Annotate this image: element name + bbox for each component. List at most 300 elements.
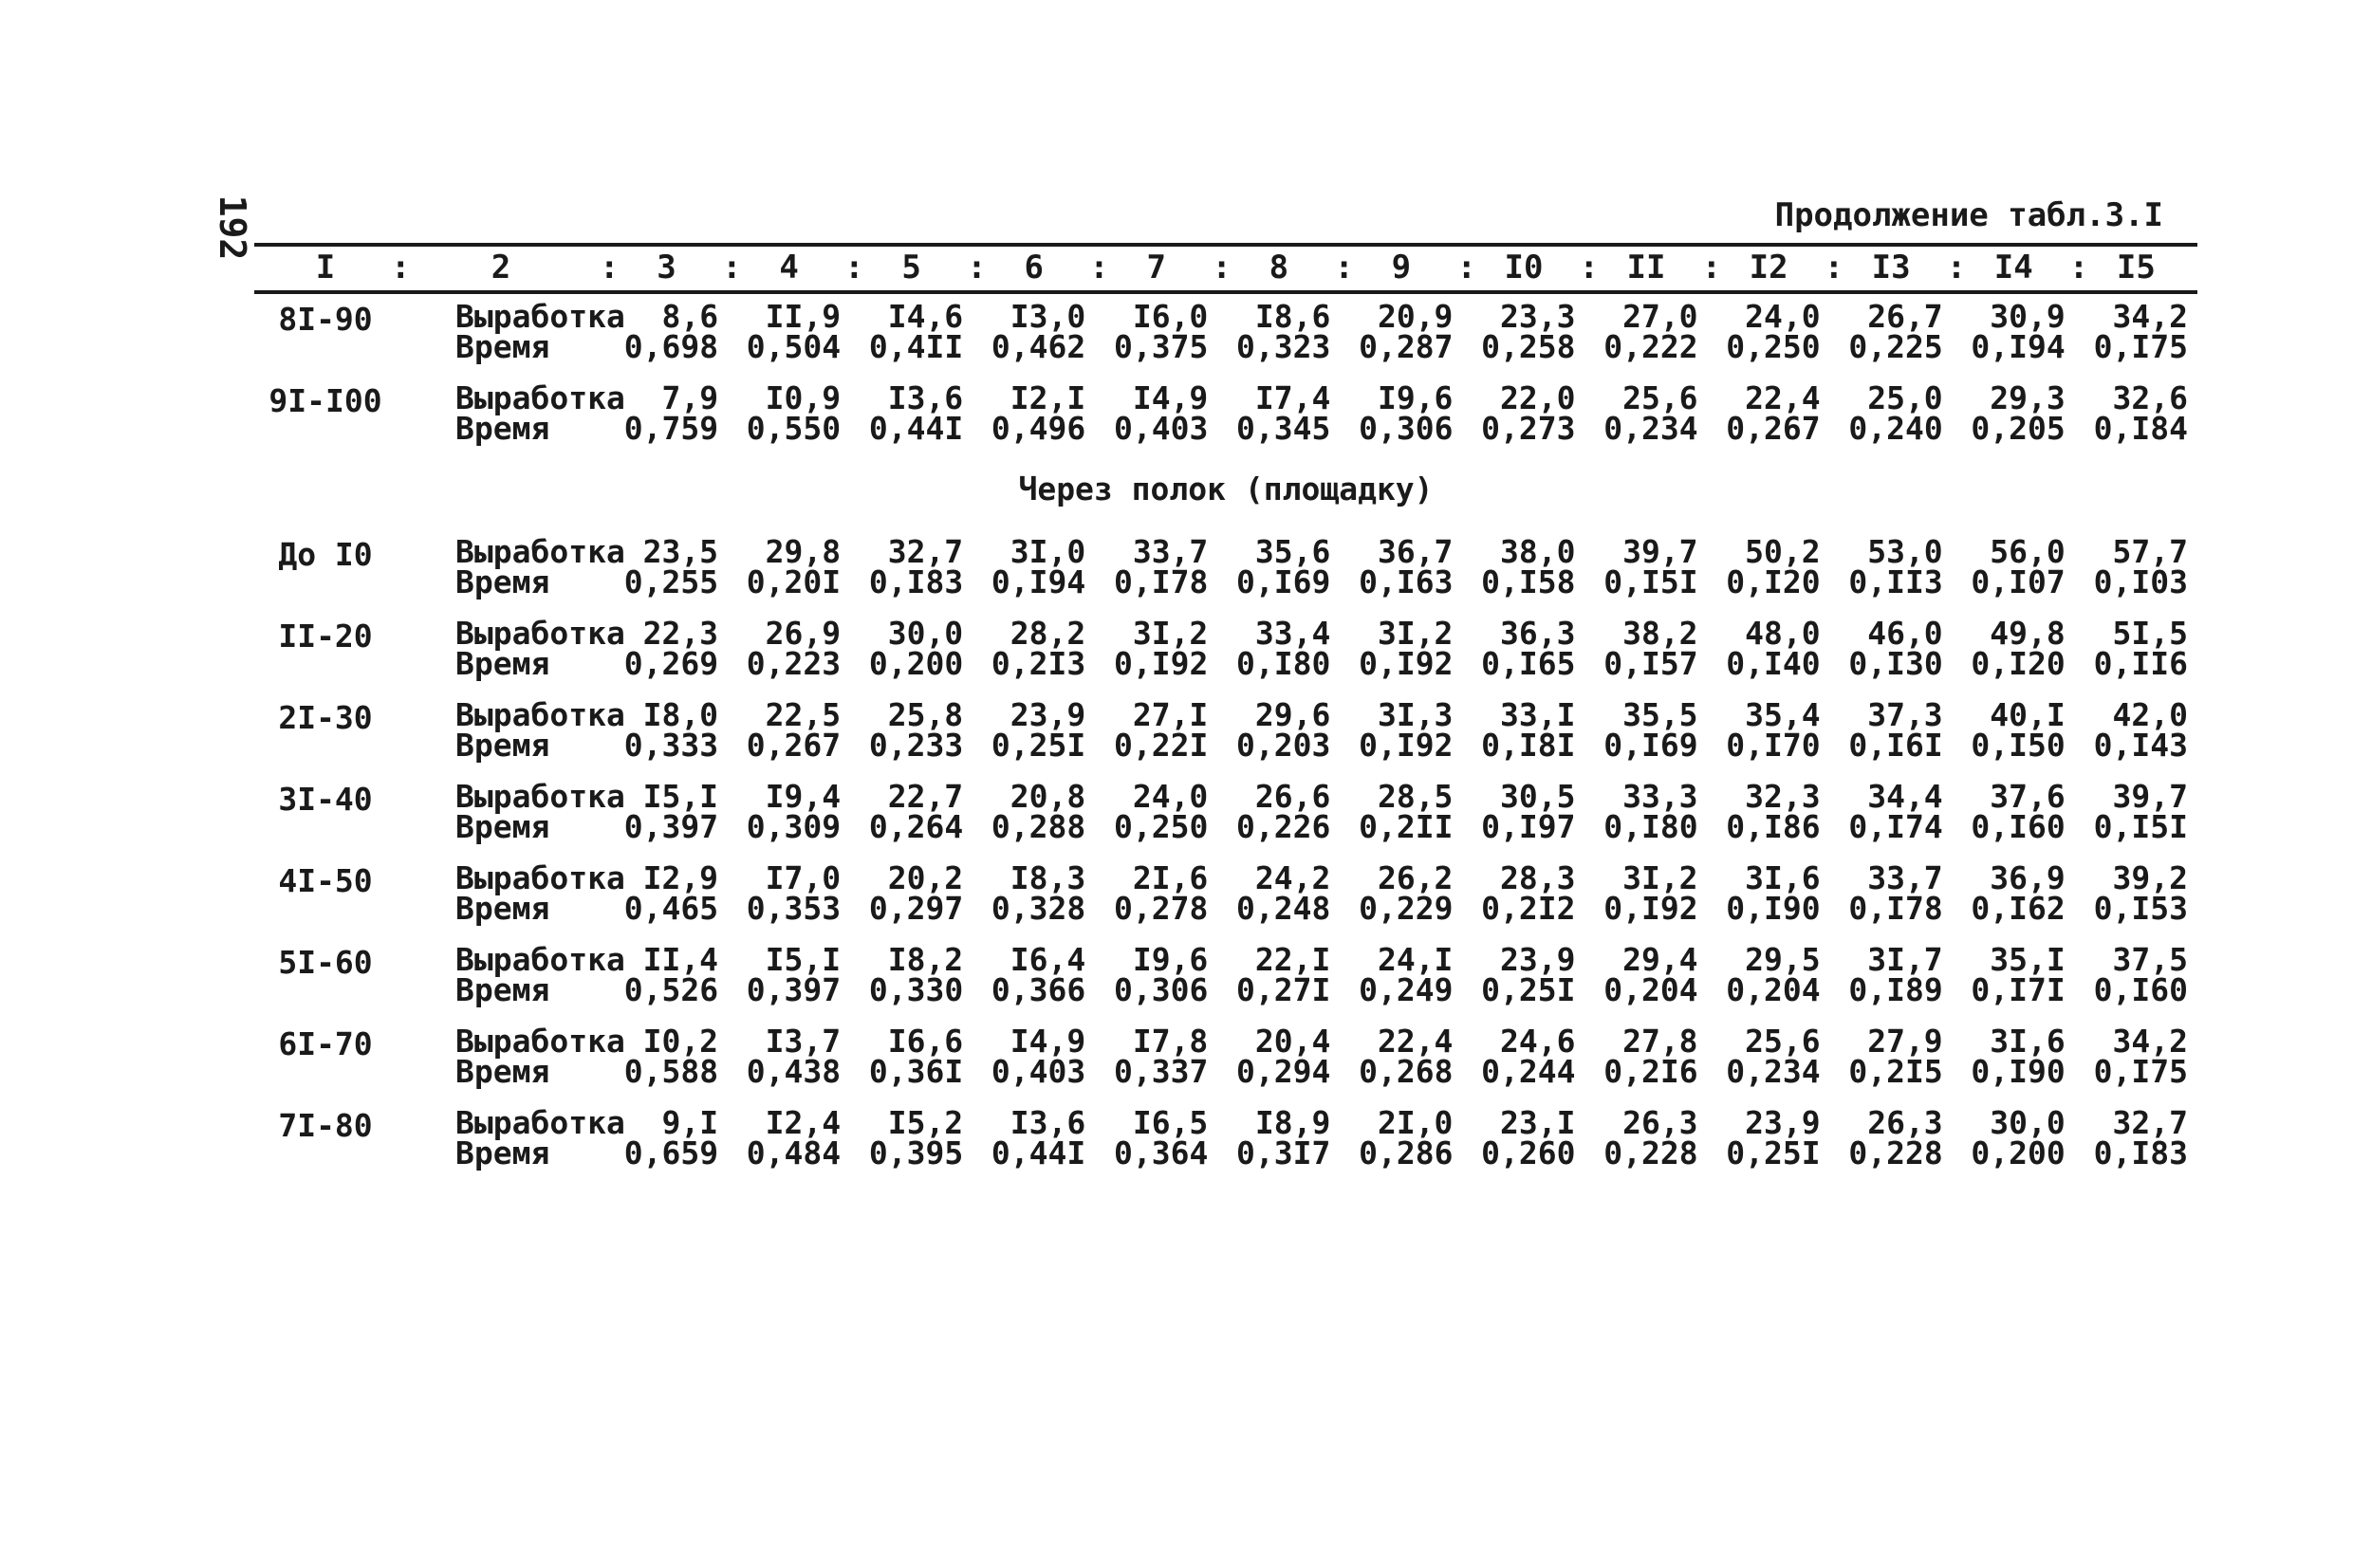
output-value: I0,2 — [642, 1023, 719, 1060]
value-cell — [2075, 943, 2197, 1024]
value-cell — [973, 381, 1095, 463]
value-cell — [973, 617, 1095, 698]
value-cell — [1462, 535, 1584, 617]
value-cell — [1953, 780, 2075, 861]
output-value: 3I,0 — [1010, 533, 1086, 570]
output-value: 25,6 — [1745, 1023, 1821, 1060]
time-value: 0,323 — [1236, 328, 1331, 365]
time-value: 0,258 — [1481, 328, 1576, 365]
value-cell — [1830, 294, 1953, 381]
value-cell — [1340, 861, 1462, 943]
output-value: 30,0 — [1990, 1104, 2066, 1141]
output-value: 28,2 — [1010, 615, 1086, 652]
output-value: 33,4 — [1254, 615, 1331, 652]
time-value: 0,I40 — [1726, 645, 1821, 682]
value-cell — [973, 535, 1095, 617]
range-cell: 4I-50 — [278, 862, 373, 899]
header-cell: : 3 — [600, 249, 676, 286]
output-label: Выработка — [455, 696, 625, 733]
value-cell — [1830, 381, 1953, 463]
output-value: I5,I — [642, 778, 719, 815]
value-cell — [2075, 1106, 2197, 1188]
measure-label-cell — [397, 1104, 625, 1188]
time-value: 0,337 — [1113, 1053, 1209, 1090]
output-label: Выработка — [455, 615, 625, 652]
time-value: 0,I78 — [1848, 890, 1943, 927]
time-value: 0,234 — [1726, 1053, 1821, 1090]
time-value: 0,I60 — [1971, 808, 2066, 845]
output-value: 36,3 — [1500, 615, 1576, 652]
header-label: 8 — [1269, 249, 1289, 286]
time-value: 0,375 — [1113, 328, 1209, 365]
time-value: 0,204 — [1603, 971, 1698, 1008]
value-cell — [1217, 780, 1340, 861]
header-cell: : 8 — [1212, 249, 1289, 286]
range-cell: До I0 — [278, 536, 373, 573]
output-value: 23,5 — [642, 533, 719, 570]
output-value: 22,7 — [887, 778, 964, 815]
value-cell — [850, 535, 973, 617]
section-row — [254, 463, 2197, 535]
time-value: 0,I65 — [1481, 645, 1576, 682]
value-cell — [1830, 943, 1953, 1024]
output-label: Выработка — [455, 298, 625, 335]
value-cell — [1462, 780, 1584, 861]
time-value: 0,I57 — [1603, 645, 1698, 682]
value-cell — [1953, 617, 2075, 698]
time-value: 0,228 — [1848, 1134, 1943, 1171]
time-value: 0,I97 — [1481, 808, 1576, 845]
value-cell — [728, 943, 850, 1024]
value-cell — [728, 1106, 850, 1188]
output-value: 26,9 — [765, 615, 842, 652]
header-cell: : 2 — [391, 249, 511, 286]
value-cell — [1095, 535, 1217, 617]
time-value: 0,I75 — [2093, 1053, 2188, 1090]
time-value: 0,403 — [991, 1053, 1086, 1090]
output-value: 29,8 — [765, 533, 842, 570]
time-value: 0,403 — [1113, 410, 1209, 447]
output-value: 28,5 — [1377, 778, 1454, 815]
value-cell — [1340, 698, 1462, 780]
time-value: 0,306 — [1359, 410, 1454, 447]
value-cell — [1953, 535, 2075, 617]
time-value: 0,I84 — [2093, 410, 2188, 447]
value-cell — [1340, 617, 1462, 698]
time-value: 0,228 — [1603, 1134, 1698, 1171]
output-value: 8,6 — [661, 298, 719, 335]
value-cell — [1462, 1106, 1584, 1188]
output-value: 9,I — [661, 1104, 719, 1141]
value-cell — [1095, 1106, 1217, 1188]
output-value: I4,9 — [1010, 1023, 1086, 1060]
time-value: 0,I7I — [1971, 971, 2066, 1008]
output-value: II,4 — [642, 941, 719, 978]
value-cell — [850, 780, 973, 861]
value-cell — [1217, 535, 1340, 617]
value-cell — [1095, 861, 1217, 943]
time-label: Время — [455, 410, 550, 447]
output-value: 40,I — [1990, 696, 2066, 733]
value-cell — [1217, 294, 1340, 381]
output-value: 50,2 — [1745, 533, 1821, 570]
time-value: 0,240 — [1848, 410, 1943, 447]
header-cell — [254, 249, 397, 286]
time-value: 0,550 — [746, 410, 842, 447]
output-value: 27,I — [1132, 696, 1209, 733]
output-label: Выработка — [455, 1104, 625, 1141]
value-cell — [850, 617, 973, 698]
time-value: 0,I92 — [1113, 645, 1209, 682]
value-cell — [1953, 861, 2075, 943]
time-value: 0,I83 — [868, 563, 964, 600]
output-value: 24,0 — [1745, 298, 1821, 335]
output-value: 3I,6 — [1990, 1023, 2066, 1060]
value-cell — [2075, 780, 2197, 861]
time-value: 0,267 — [746, 727, 842, 764]
output-value: 2I,6 — [1132, 859, 1209, 896]
time-value: 0,I03 — [2093, 563, 2188, 600]
time-value: 0,366 — [991, 971, 1086, 1008]
output-value: 24,2 — [1254, 859, 1331, 896]
output-value: II,9 — [765, 298, 842, 335]
output-value: 37,3 — [1867, 696, 1943, 733]
table-row — [254, 381, 2197, 463]
output-value: 33,7 — [1132, 533, 1209, 570]
output-value: 26,7 — [1867, 298, 1943, 335]
time-value: 0,273 — [1481, 410, 1576, 447]
output-value: 36,9 — [1990, 859, 2066, 896]
value-cell — [850, 294, 973, 381]
value-cell — [1462, 617, 1584, 698]
value-cell — [1830, 698, 1953, 780]
time-value: 0,659 — [623, 1134, 719, 1171]
time-value: 0,27I — [1236, 971, 1331, 1008]
table-row — [254, 1106, 2197, 1188]
time-value: 0,234 — [1603, 410, 1698, 447]
output-value: 32,7 — [887, 533, 964, 570]
output-value: I2,4 — [765, 1104, 842, 1141]
time-value: 0,397 — [623, 808, 719, 845]
time-value: 0,294 — [1236, 1053, 1331, 1090]
time-value: 0,2I2 — [1481, 890, 1576, 927]
output-value: 32,7 — [2112, 1104, 2188, 1141]
output-value: 34,4 — [1867, 778, 1943, 815]
section-title: Через полок (площадку) — [1018, 470, 1434, 507]
value-cell — [973, 294, 1095, 381]
time-value: 0,I90 — [1726, 890, 1821, 927]
time-value: 0,364 — [1113, 1134, 1209, 1171]
value-cell — [1340, 381, 1462, 463]
value-cell — [1095, 780, 1217, 861]
value-cell — [1585, 617, 1708, 698]
value-cell — [1217, 698, 1340, 780]
output-value: I3,7 — [765, 1023, 842, 1060]
value-cell — [1708, 1024, 1830, 1106]
time-label: Время — [455, 971, 550, 1008]
time-label: Время — [455, 808, 550, 845]
value-cell — [973, 943, 1095, 1024]
value-cell — [1217, 943, 1340, 1024]
value-cell — [850, 381, 973, 463]
time-value: 0,286 — [1359, 1134, 1454, 1171]
value-cell — [1095, 698, 1217, 780]
value-cell — [728, 1024, 850, 1106]
output-value: 34,2 — [2112, 298, 2188, 335]
time-value: 0,205 — [1971, 410, 2066, 447]
header-label: 6 — [1024, 249, 1044, 286]
header-cell: : 7 — [1089, 249, 1167, 286]
output-value: I5,2 — [887, 1104, 964, 1141]
range-cell: 9I-I00 — [269, 382, 382, 419]
value-cell — [1585, 381, 1708, 463]
time-value: 0,200 — [1971, 1134, 2066, 1171]
output-value: 20,4 — [1254, 1023, 1331, 1060]
output-value: 42,0 — [2112, 696, 2188, 733]
value-cell — [850, 1024, 973, 1106]
value-cell — [1830, 1024, 1953, 1106]
output-value: I3,6 — [1010, 1104, 1086, 1141]
time-value: 0,I92 — [1359, 645, 1454, 682]
time-value: 0,I69 — [1236, 563, 1331, 600]
measure-label-cell — [397, 778, 625, 861]
time-value: 0,526 — [623, 971, 719, 1008]
value-cell — [1585, 943, 1708, 1024]
time-label: Время — [455, 1053, 550, 1090]
time-value: 0,I8I — [1481, 727, 1576, 764]
time-value: 0,I63 — [1359, 563, 1454, 600]
value-cell — [2075, 698, 2197, 780]
time-value: 0,345 — [1236, 410, 1331, 447]
output-value: 23,3 — [1500, 298, 1576, 335]
output-value: I6,5 — [1132, 1104, 1209, 1141]
table-row — [254, 535, 2197, 617]
header-label: I0 — [1504, 249, 1544, 286]
value-cell — [728, 535, 850, 617]
output-value: 56,0 — [1990, 533, 2066, 570]
time-value: 0,2II — [1359, 808, 1454, 845]
value-cell — [1830, 617, 1953, 698]
time-value: 0,I92 — [1359, 727, 1454, 764]
value-cell — [1095, 381, 1217, 463]
value-cell — [728, 381, 850, 463]
value-cell — [1830, 780, 1953, 861]
output-value: 24,I — [1377, 941, 1454, 978]
output-value: 22,4 — [1745, 379, 1821, 416]
measure-label-cell — [397, 696, 625, 780]
time-value: 0,288 — [991, 808, 1086, 845]
time-value: 0,225 — [1848, 328, 1943, 365]
value-cell — [728, 861, 850, 943]
time-value: 0,306 — [1113, 971, 1209, 1008]
table-row — [254, 294, 2197, 381]
output-value: 32,3 — [1745, 778, 1821, 815]
header-label: II — [1626, 249, 1666, 286]
value-cell — [2075, 1024, 2197, 1106]
value-cell — [1953, 294, 2075, 381]
time-value: 0,I78 — [1113, 563, 1209, 600]
time-value: 0,I86 — [1726, 808, 1821, 845]
time-value: 0,3I7 — [1236, 1134, 1331, 1171]
time-value: 0,I20 — [1971, 645, 2066, 682]
value-cell — [1708, 381, 1830, 463]
value-cell — [1585, 780, 1708, 861]
output-value: 23,9 — [1500, 941, 1576, 978]
time-value: 0,330 — [868, 971, 964, 1008]
output-value: 29,5 — [1745, 941, 1821, 978]
value-cell — [1462, 698, 1584, 780]
value-cell — [1708, 617, 1830, 698]
time-value: 0,223 — [746, 645, 842, 682]
output-value: I8,6 — [1254, 298, 1331, 335]
header-label: 5 — [901, 249, 921, 286]
output-value: I8,3 — [1010, 859, 1086, 896]
time-label: Время — [455, 890, 550, 927]
value-cell — [1340, 943, 1462, 1024]
time-value: 0,2I6 — [1603, 1053, 1698, 1090]
value-cell — [1095, 294, 1217, 381]
value-cell — [1340, 1024, 1462, 1106]
value-cell — [1462, 861, 1584, 943]
value-cell — [1462, 381, 1584, 463]
time-value: 0,I70 — [1726, 727, 1821, 764]
time-label: Время — [455, 645, 550, 682]
header-cell: : 9 — [1334, 249, 1412, 286]
time-value: 0,484 — [746, 1134, 842, 1171]
header-cell: : 4 — [722, 249, 799, 286]
time-value: 0,I60 — [2093, 971, 2188, 1008]
time-value: 0,229 — [1359, 890, 1454, 927]
output-value: I4,6 — [887, 298, 964, 335]
header-row — [254, 249, 2197, 286]
time-value: 0,25I — [1481, 971, 1576, 1008]
header-cell: : II — [1579, 249, 1666, 286]
range-cell: 2I-30 — [278, 699, 373, 736]
output-value: 30,9 — [1990, 298, 2066, 335]
value-cell — [1462, 294, 1584, 381]
time-value: 0,588 — [623, 1053, 719, 1090]
output-value: 20,2 — [887, 859, 964, 896]
output-label: Выработка — [455, 1023, 625, 1060]
time-value: 0,333 — [623, 727, 719, 764]
value-cell — [728, 294, 850, 381]
time-value: 0,269 — [623, 645, 719, 682]
measure-label-cell — [397, 615, 625, 698]
header-label: I — [315, 249, 336, 286]
output-value: I8,2 — [887, 941, 964, 978]
output-value: 24,0 — [1132, 778, 1209, 815]
time-value: 0,248 — [1236, 890, 1331, 927]
output-value: 36,7 — [1377, 533, 1454, 570]
header-cell: : I5 — [2068, 249, 2156, 286]
value-cell — [1708, 780, 1830, 861]
output-value: 39,2 — [2112, 859, 2188, 896]
output-value: 22,I — [1254, 941, 1331, 978]
header-label: 2 — [491, 249, 511, 286]
value-cell — [1953, 698, 2075, 780]
output-value: 22,3 — [642, 615, 719, 652]
time-value: 0,250 — [1113, 808, 1209, 845]
time-value: 0,I43 — [2093, 727, 2188, 764]
time-value: 0,20I — [746, 563, 842, 600]
time-value: 0,I90 — [1971, 1053, 2066, 1090]
time-value: 0,I94 — [991, 563, 1086, 600]
header-cell: : 5 — [844, 249, 921, 286]
time-value: 0,200 — [868, 645, 964, 682]
output-value: I6,6 — [887, 1023, 964, 1060]
output-value: 20,8 — [1010, 778, 1086, 815]
value-cell — [850, 1106, 973, 1188]
time-value: 0,44I — [991, 1134, 1086, 1171]
time-value: 0,395 — [868, 1134, 964, 1171]
output-value: I3,0 — [1010, 298, 1086, 335]
value-cell — [1585, 294, 1708, 381]
output-value: I3,6 — [887, 379, 964, 416]
time-value: 0,I94 — [1971, 328, 2066, 365]
header-cell: : I0 — [1456, 249, 1544, 286]
value-cell — [1462, 943, 1584, 1024]
output-value: I7,8 — [1132, 1023, 1209, 1060]
time-value: 0,287 — [1359, 328, 1454, 365]
output-value: 27,9 — [1867, 1023, 1943, 1060]
time-value: 0,II6 — [2093, 645, 2188, 682]
time-value: 0,233 — [868, 727, 964, 764]
output-value: 3I,2 — [1132, 615, 1209, 652]
time-value: 0,353 — [746, 890, 842, 927]
output-label: Выработка — [455, 941, 625, 978]
value-cell — [1585, 698, 1708, 780]
header-label: I2 — [1749, 249, 1788, 286]
output-value: 33,3 — [1622, 778, 1698, 815]
time-value: 0,44I — [868, 410, 964, 447]
output-value: I9,4 — [765, 778, 842, 815]
time-value: 0,36I — [868, 1053, 964, 1090]
value-cell — [1340, 294, 1462, 381]
value-cell — [973, 1106, 1095, 1188]
output-value: 39,7 — [2112, 778, 2188, 815]
time-value: 0,267 — [1726, 410, 1821, 447]
time-value: 0,2I3 — [991, 645, 1086, 682]
value-cell — [1830, 535, 1953, 617]
output-value: 26,3 — [1622, 1104, 1698, 1141]
time-value: 0,250 — [1726, 328, 1821, 365]
output-value: 53,0 — [1867, 533, 1943, 570]
time-value: 0,328 — [991, 890, 1086, 927]
output-value: 29,6 — [1254, 696, 1331, 733]
header-top-rule — [254, 243, 2197, 247]
output-value: 30,5 — [1500, 778, 1576, 815]
time-value: 0,465 — [623, 890, 719, 927]
measure-label-cell — [397, 379, 625, 463]
time-value: 0,I69 — [1603, 727, 1698, 764]
output-value: I5,I — [765, 941, 842, 978]
column-number-header — [254, 249, 2197, 286]
header-label: I5 — [2116, 249, 2156, 286]
output-value: 23,I — [1500, 1104, 1576, 1141]
output-value: 35,I — [1990, 941, 2066, 978]
output-value: I8,9 — [1254, 1104, 1331, 1141]
time-value: 0,I89 — [1848, 971, 1943, 1008]
table-row — [254, 943, 2197, 1024]
time-label: Время — [455, 563, 550, 600]
output-value: 48,0 — [1745, 615, 1821, 652]
output-value: 22,0 — [1500, 379, 1576, 416]
time-value: 0,25I — [991, 727, 1086, 764]
output-value: 3I,2 — [1622, 859, 1698, 896]
value-cell — [1095, 617, 1217, 698]
output-value: I2,I — [1010, 379, 1086, 416]
range-cell: 7I-80 — [278, 1107, 373, 1144]
